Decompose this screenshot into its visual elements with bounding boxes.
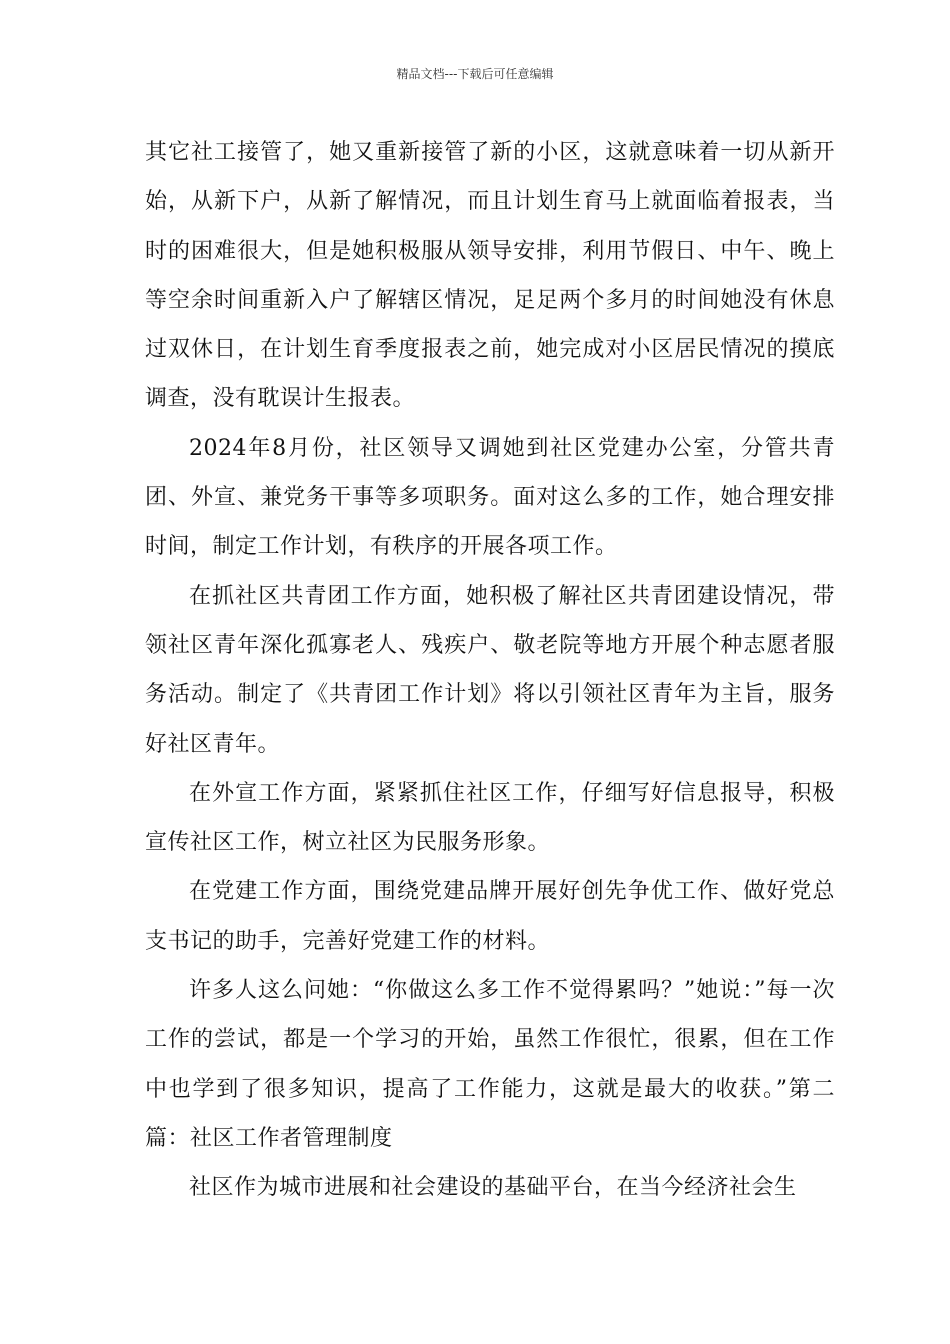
document-body <box>145 128 835 1213</box>
paragraph-5: 在党建工作方面，围绕党建品牌开展好创先争优工作、做好党总支书记的助手，完善好党建工作的材料。 <box>145 879 835 954</box>
paragraph-7: 社区作为城市进展和社会建设的基础平台，在当今经济社会生 <box>189 1175 797 1201</box>
paragraph-6: 许多人这么问她：“你做这么多工作不觉得累吗？”她说：”每一次工作的尝试，都是一个学习的开始，虽然工作很忙，很累，但在工作中也学到了很多知识，提高了工作能力，这就是最大的收获。”第二篇：社区工作者管理制度 <box>145 978 835 1151</box>
paragraph-1: 其它社工接管了，她又重新接管了新的小区，这就意味着一切从新开始，从新下户，从新了解情况，而且计划生育马上就面临着报表，当时的困难很大，但是她积极服从领导安排，利用节假日、中午、晚上等空余时间重新入户了解辖区情况，足足两个多月的时间她没有休息过双休日，在计划生育季度报表之前，她完成对小区居民情况的摸底调查，没有耽误计生报表。 <box>145 140 835 412</box>
paragraph-4: 在外宣工作方面，紧紧抓住社区工作，仔细写好信息报导，积极宣传社区工作，树立社区为民服务形象。 <box>145 780 835 856</box>
paragraph-2: 2024年8月份，社区领导又调她到社区党建办公室，分管共青团、外宣、兼党务干事等多项职务。面对这么多的工作，她合理安排时间，制定工作计划，有秩序的开展各项工作。 <box>145 435 835 560</box>
page-header: 精品文档---下载后可任意编辑 <box>396 67 554 81</box>
paragraph-3: 在抓社区共青团工作方面，她积极了解社区共青团建设情况，带领社区青年深化孤寡老人、残疾户、敬老院等地方开展个种志愿者服务活动。制定了《共青团工作计划》将以引领社区青年为主旨，服务好社区青年。 <box>145 583 835 757</box>
